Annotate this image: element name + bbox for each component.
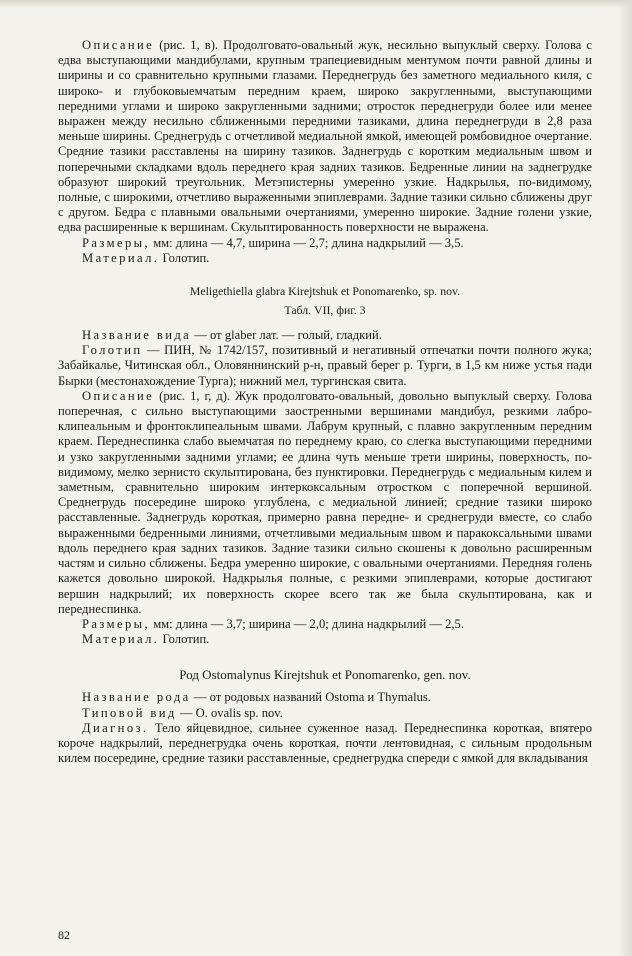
description-label: Описание (82, 388, 155, 403)
sizes-label: Размеры, (82, 235, 151, 250)
species-name-paragraph (58, 328, 592, 343)
sizes-label: Размеры, (82, 616, 151, 631)
material-paragraph-1 (58, 251, 592, 266)
sizes-paragraph-1 (58, 236, 592, 251)
material-label: Материал. (82, 632, 160, 647)
description-text: (рис. 1, г, д). Жук продолговато-овальный, довольно выпуклый сверху. Голова поперечная, с сильно выступающими заостренными вершинами мандибул, резкими лабро-клипеальным и фронтоклипеальным швами. Лабрум крупный, с плавно закругленным передним краем. Переднеспинка слабо выемчатая по переднему краю, со слегка выступающими передними и узко закругленными задними углами; ее длина чуть меньше трети ширины, поверхность, по-видимому, мелко зернисто скульптирована, без пунктировки. Переднегрудь с медиальным килем и заметным, сравнительно широким интеркоксальным отростком с поперечной вершиной. Среднегрудь посередине широко углублена, с медиальной линией; средние тазики широко расставленные. Заднегрудь короткая, примерно равна передне- и среднегруди вместе, со слабо выраженными бедренными линиями, отчетливыми медиальным швом и паракоксальными швами вдоль переднего края задних тазиков. Задние тазики сильно скошены к довольно расширенным частям и сильно сближены. Бедра умеренно широкие, с овальными очертаниями. Передняя голень кажется довольно широкой. Надкрылья полные, с резкими эпиплеврами, которые достигают вершин надкрылий; их поверхность скорее всего так же была скульптирована, как и переднеспинка. (58, 388, 592, 616)
material-paragraph-2 (58, 632, 592, 647)
genus-name-text: — от родовых названий Ostoma и Thymalus. (190, 690, 431, 705)
genus-heading: Род Ostomalynus Kirejtshuk et Ponomarenko, gen. nov. (179, 667, 471, 683)
diagnosis-paragraph (58, 721, 592, 767)
material-label: Материал. (82, 250, 160, 265)
table-reference: Табл. VII, фиг. 3 (284, 303, 366, 318)
scan-right-edge (618, 0, 632, 956)
type-species-paragraph (58, 706, 592, 721)
scan-top-edge (0, 0, 632, 8)
material-text: Голотип. (159, 250, 210, 265)
holotype-paragraph (58, 343, 592, 389)
holotype-label: Голотип (82, 343, 143, 358)
description-paragraph-2 (58, 389, 592, 617)
species-heading: Meligethiella glabra Kirejtshuk et Ponomarenko, sp. nov. (189, 284, 461, 299)
description-label: Описание (82, 38, 155, 52)
holotype-text: — ПИН, № 1742/157, позитивный и негативный отпечатки почти полного жука; Забайкалье, Читинская обл., Оловяннинский р-н, правый берег р. Турги, в 1,5 км ниже устья пади Бырки (местонахождение Турга); нижний мел, тургинская свита. (58, 343, 592, 388)
name-label: Название вида (82, 328, 192, 343)
type-species-label: Типовой вид (82, 705, 177, 720)
sizes-paragraph-2 (58, 617, 592, 632)
sizes-text: мм: длина — 3,7; ширина — 2,0; длина надкрылий — 2,5. (150, 616, 464, 631)
genus-name-paragraph (58, 690, 592, 705)
page-number: 82 (58, 928, 70, 942)
description-paragraph-1 (58, 38, 592, 236)
genus-name-label: Название рода (82, 690, 191, 705)
type-species-text: — O. ovalis sp. nov. (176, 705, 283, 720)
name-text: — от glaber лат. — голый, гладкий. (191, 328, 382, 343)
diagnosis-label: Диагноз. (82, 720, 149, 735)
sizes-text: мм: длина — 4,7, ширина — 2,7; длина надкрылий — 3,5. (150, 235, 464, 250)
diagnosis-text: Тело яйцевидное, сильнее суженное назад. Переднеспинка короткая, впятеро короче надкрылий, переднегрудка очень короткая, почти лентовидная, с сильным продольным килем посередине, средние тазики расставленные, среднегрудка спереди с ямкой для вкладывания (58, 720, 592, 766)
description-text: (рис. 1, в). Продолговато-овальный жук, несильно выпуклый сверху. Голова с едва выступающими мандибулами, крупным трапециевидным ментумом почти равной длины и ширины и со сравнительно крупными глазами. Переднегрудь без заметного медиального киля, с широко- и глубоковыемчатым передним краем, широко закругленными, выступающими передними углами и широко закругленными задними; отросток переднегруди более или менее выражен между несильно сближенными передними тазиками, длина переднегруди в 2,8 раза меньше ширины. Среднегрудь с отчетливой медиальной ямкой, имеющей ромбовидное очертание. Средние тазики расставлены на ширину тазиков. Заднегрудь с коротким медиальным швом и поперечными складками вдоль переднего края задних тазиков. Бедренные линии на заднегрудке образуют широкий треугольник. Метэпистерны умеренно узкие. Надкрылья, по-видимому, полные, с широкими, отчетливо выраженными эпиплеврами. Задние тазики сильно сближены друг с другом. Бедра с плавными овальными очертаниями, умеренно широкие. Задние голени узкие, едва расширенные к вершинам. Скульптированность поверхности не выражена. (58, 38, 592, 235)
material-text: Голотип. (159, 632, 210, 647)
